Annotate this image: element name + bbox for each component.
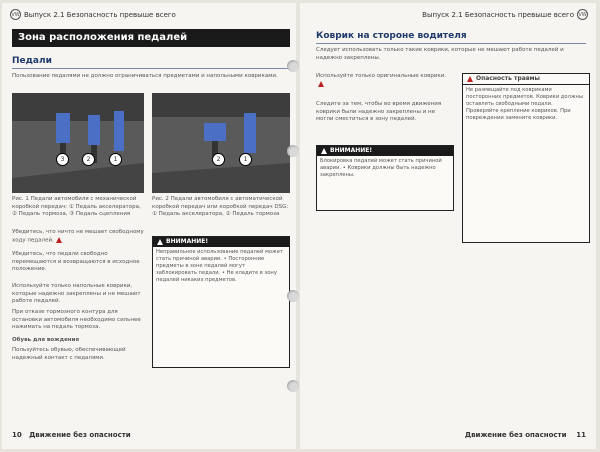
warning-triangle-icon xyxy=(157,239,163,245)
note-right-text: Используйте только оригинальные коврики. xyxy=(316,73,447,79)
callout-2b: 2 xyxy=(212,153,225,166)
warning-text: Неправильное использование педалей может стать причиной аварии. • Посторонние предметы в зоне педалей могут заблокировать педали. • Не кладите в зону педалей никаких предметов. xyxy=(156,249,283,283)
callout-1: 1 xyxy=(109,153,122,166)
side-note-header xyxy=(463,74,589,85)
note-right xyxy=(316,73,452,89)
intro-right: Следует использовать только такие коврики, которые не мешают работе педалей и надежно закреплены. xyxy=(316,47,564,61)
left-page xyxy=(2,3,296,449)
body-right-1: Следите за тем, чтобы во время движения коврики были надежно закреплены и не могли сместиться в зону педалей. xyxy=(316,101,442,122)
callout-3: 3 xyxy=(56,153,69,166)
footer-text-left: Движение без опасности xyxy=(29,431,131,439)
pedal-photo-automatic xyxy=(152,93,290,193)
warning-title-right: ВНИМАНИЕ! xyxy=(330,147,373,154)
callout-2: 2 xyxy=(82,153,95,166)
left-header-text: Выпуск 2.1 Безопасность превыше всего xyxy=(24,10,176,19)
left-header xyxy=(10,9,176,20)
side-note-title: Опасность травмы xyxy=(476,75,540,82)
body-6: Пользуйтесь обувью, обеспечивающей надежный контакт с педалями. xyxy=(12,347,126,361)
body-2: Убедитесь, что педали свободно перемещаются и возвращаются в исходное положение. xyxy=(12,251,140,272)
binding-hole xyxy=(287,290,299,302)
warning-title: ВНИМАНИЕ! xyxy=(166,238,209,245)
vw-logo-icon: VW xyxy=(577,9,588,20)
section-driver-mat: Коврик на стороне водителя xyxy=(316,31,467,41)
binding-hole xyxy=(287,145,299,157)
right-header-text: Выпуск 2.1 Безопасность превыше всего xyxy=(422,10,574,19)
body-1-text: Убедитесь, что ничто не мешает свободному ходу педалей. xyxy=(12,229,144,243)
body-3: Используйте только напольные коврики, которые надежно закреплены и не мешают работе педалей. xyxy=(12,283,141,304)
right-header xyxy=(422,9,588,20)
warning-triangle-icon xyxy=(321,148,327,154)
side-note-box xyxy=(462,73,590,243)
page-number-left: 10 xyxy=(12,431,22,439)
warning-ref-icon xyxy=(318,81,324,87)
vw-logo-icon: VW xyxy=(10,9,21,20)
caption-manual: Рис. 1 Педали автомобиля с механической коробкой передач: ① Педаль акселератора, ② Педаль тормоза, ③ Педаль сцепления xyxy=(12,196,141,217)
intro-text: Пользование педалями не должно ограничиваться предметами и напольными ковриками. xyxy=(12,73,278,79)
warning-header xyxy=(153,237,289,247)
left-footer xyxy=(12,431,131,439)
body-1 xyxy=(12,229,144,245)
side-note-text: Не размещайте под ковриками посторонних предметов. Коврики должны оставлять свободными педали. Проверяйте крепление ковриков. При повреждении замените коврики. xyxy=(466,87,584,121)
page-title: Зона расположения педалей xyxy=(12,29,290,47)
warning-box-right xyxy=(316,145,454,211)
body-4: При отказе тормозного контура для остановки автомобиля необходимо сильнее нажимать на педаль тормоза. xyxy=(12,309,141,330)
footer-text-right: Движение без опасности xyxy=(464,431,567,439)
section-rule-right xyxy=(316,43,586,44)
caption-automatic: Рис. 2 Педали автомобиля с автоматической коробкой передач или коробкой передач DSG: ① Педаль акселератора, ② Педаль тормоза xyxy=(152,196,289,217)
warning-header-right xyxy=(317,146,453,156)
warning-box-left xyxy=(152,236,290,368)
warning-text-right: Блокировка педалей может стать причиной аварии. • Коврики должны быть надежно закреплены. xyxy=(320,158,442,178)
page-number-right: 11 xyxy=(576,431,586,439)
callout-1b: 1 xyxy=(239,153,252,166)
binding-hole xyxy=(287,380,299,392)
pedal-photo-manual xyxy=(12,93,144,193)
body-5: Обувь для вождения xyxy=(12,337,79,343)
section-rule xyxy=(12,68,290,69)
right-footer xyxy=(465,431,586,439)
binding-hole xyxy=(287,60,299,72)
caution-triangle-icon xyxy=(467,76,473,82)
right-page xyxy=(300,3,596,449)
warning-ref-icon xyxy=(56,237,62,243)
section-pedals: Педали xyxy=(12,56,52,66)
